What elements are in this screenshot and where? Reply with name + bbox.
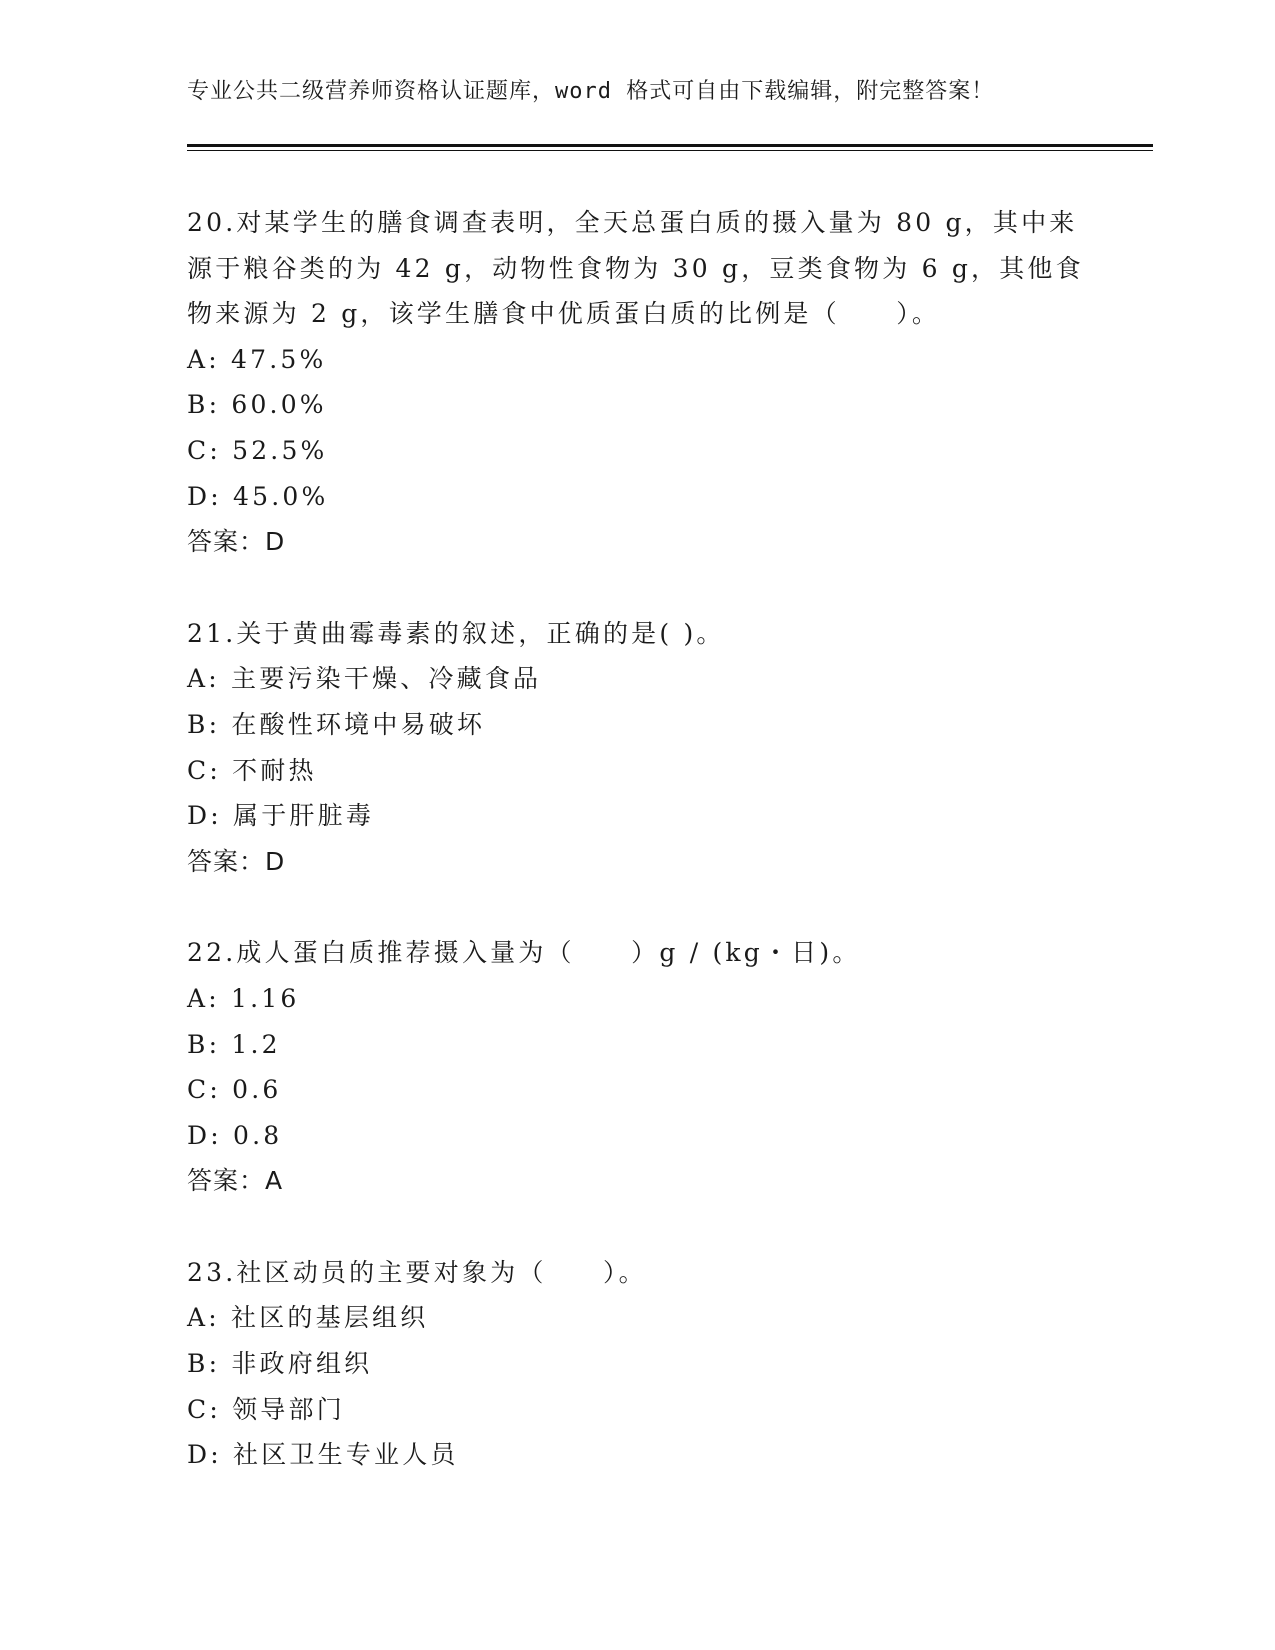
question-stem: 20.对某学生的膳食调查表明，全天总蛋白质的摄入量为 80 g，其中来源于粮谷类的为 42 g，动物性食物为 30 g，豆类食物为 6 g，其他食物来源为 2 g，该学生膳食中优质蛋白质的比例是（ ）。 — [187, 208, 1084, 329]
option-b: B: 1.2 — [187, 1029, 281, 1059]
question-23 — [187, 1250, 1087, 1478]
question-list — [187, 200, 1087, 1524]
option-c: C: 不耐热 — [187, 755, 317, 785]
option-b: B: 60.0% — [187, 390, 327, 420]
page-header: 专业公共二级营养师资格认证题库，word 格式可自由下载编辑，附完整答案！ — [187, 79, 995, 104]
option-d: D: 0.8 — [187, 1120, 283, 1150]
question-21 — [187, 611, 1087, 885]
option-b: B: 在酸性环境中易破坏 — [187, 709, 486, 739]
question-stem: 21.关于黄曲霉毒素的叙述，正确的是( )。 — [187, 618, 725, 648]
option-a: A: 1.16 — [187, 983, 300, 1013]
option-d: D: 属于肝脏毒 — [187, 801, 375, 831]
answer: 答案：D — [187, 527, 286, 557]
header-rule-thick — [187, 144, 1153, 147]
answer: 答案：A — [187, 1166, 284, 1196]
question-stem: 23.社区动员的主要对象为（ ）。 — [187, 1257, 647, 1287]
question-20 — [187, 200, 1087, 565]
option-c: C: 领导部门 — [187, 1394, 345, 1424]
option-a: A: 主要污染干燥、冷藏食品 — [187, 664, 542, 694]
option-a: A: 47.5% — [187, 344, 327, 374]
option-c: C: 0.6 — [187, 1075, 282, 1105]
header-rule-thin — [187, 150, 1153, 151]
option-c: C: 52.5% — [187, 435, 328, 465]
answer: 答案：D — [187, 846, 286, 876]
option-a: A: 社区的基层组织 — [187, 1303, 429, 1333]
question-stem: 22.成人蛋白质推荐摄入量为（ ）g / (kg・日)。 — [187, 938, 861, 968]
question-22 — [187, 930, 1087, 1204]
option-d: D: 45.0% — [187, 481, 329, 511]
option-d: D: 社区卫生专业人员 — [187, 1440, 459, 1470]
option-b: B: 非政府组织 — [187, 1349, 373, 1379]
